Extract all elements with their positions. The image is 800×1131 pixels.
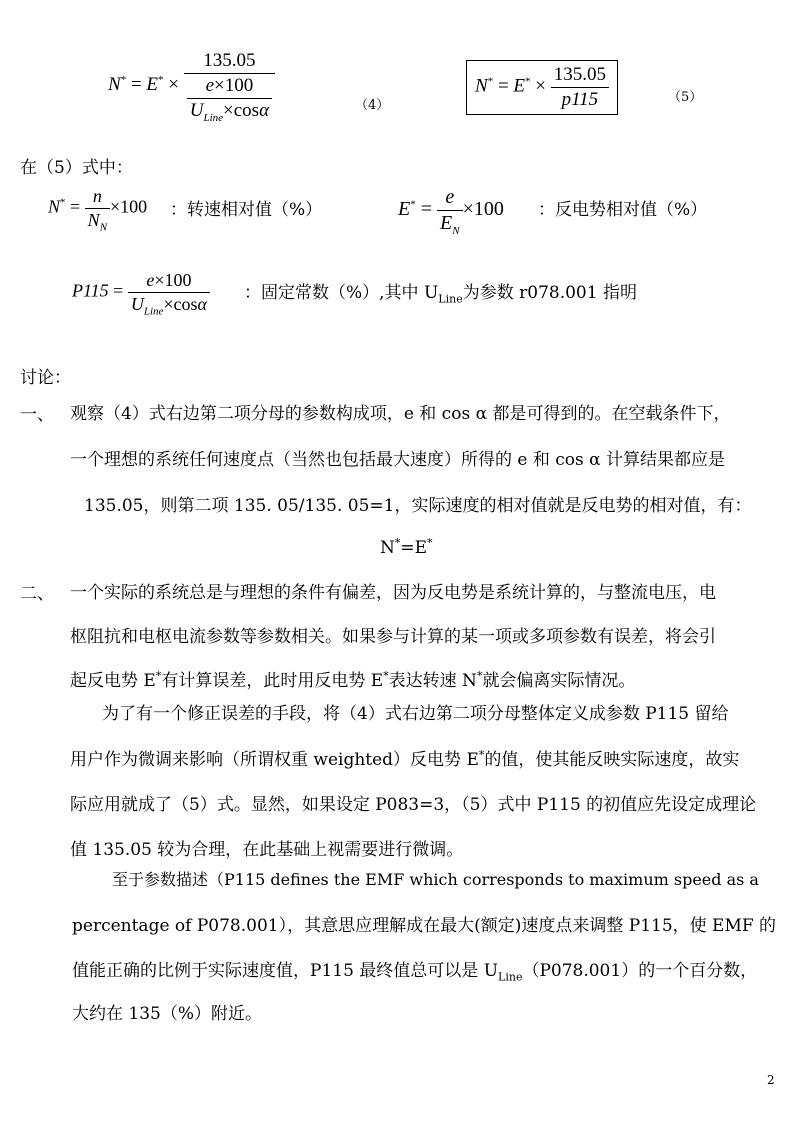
eq4-number: （4） [355,98,390,113]
def-p115-desc: ：固定常数（%）,其中 $U_{Line}$为参数 r078.001 指明 [244,283,637,306]
para1-line4: 值 135.05 较为合理，在此基础上视需要进行微调。 [70,840,464,860]
para1-line2: 用户作为微调来影响（所谓权重 weighted）反电势 E*的值，使其能反映实际速度，故实 [70,748,740,770]
para2-line2: percentage of P078.001），其意思应理解成在最大(额定)速度点来调整 P115，使 EMF 的 [72,916,777,936]
eq4-outer-fraction: $\frac{135.05}{\frac{e\times 100}{U_{Line}\times\cos\alpha}}$ [184,50,275,122]
intro-text: 在（5）式中： [20,158,133,178]
para2-line3: 值能正确的比例于实际速度值，P115 最终值总可以是 $U_{Line}(P078.001)$的一个百分数， [72,961,758,984]
item2-line2: 枢阻抗和电枢电流参数等参数相关。如果参与计算的某一项或多项参数有误差，将会引 [70,627,716,647]
item1-line2: 一个理想的系统任何速度点（当然也包括最大速度）所得的 e 和 cos α 计算结果都应是 [70,450,726,470]
equation-4: N* = E* × $\frac{135.05}{\frac{e\times 100}{U_{Line}\times\cos\alpha}}$ [108,50,275,122]
eq5-number: （5） [668,90,703,105]
item2-line1: 一个实际的系统总是与理想的条件有偏差，因为反电势是系统计算的，与整流电压，电 [70,583,716,603]
def-e-desc: ：反电势相对值（%） [538,200,708,220]
item2-marker: 二、 [20,584,54,604]
item1-marker: 一、 [20,405,54,425]
item1-equation: N*=E* [380,536,433,558]
discussion-heading: 讨论： [20,368,71,388]
eq4-lhs: N [108,74,121,96]
def-e-formula: E* = $\frac{e}{E_N}$ ×100 [398,186,504,237]
page-number: 2 [767,1073,775,1087]
equation-5-box: N* = E* × $\frac{135.05}{p115}$ [466,60,618,115]
def-p115-formula: P115 = $\frac{e\times 100}{U_{Line}\times\cos\alpha}$ [72,270,210,314]
para2-line1: 至于参数描述（P115 defines the EMF which corresponds to maximum speed as a [112,870,759,889]
para2-line4: 大约在 135（%）附近。 [72,1004,263,1024]
def-n-formula: N* = $\frac{n}{N_N}$ ×100 [48,186,148,234]
item2-line3: 起反电势 E*有计算误差，此时用反电势 E*表达转速 N*就会偏离实际情况。 [70,669,636,691]
item1-line1: 观察（4）式右边第二项分母的参数构成项，e 和 cos α 都是可得到的。在空载条件下， [70,404,731,424]
para1-line3: 际应用就成了（5）式。显然，如果设定 P083=3，（5）式中 P115 的初值应先设定成理论 [70,795,757,815]
item1-line3: 135.05，则第二项 135. 05/135. 05=1，实际速度的相对值就是反电势的相对值，有： [84,496,752,516]
para1-line1: 为了有一个修正误差的手段，将（4）式右边第二项分母整体定义成参数 P115 留给 [102,704,729,724]
eq4-inner-fraction: $\frac{e\times 100}{U_{Line}\times\cos\alpha}$ [184,75,275,122]
def-n-desc: ：转速相对值（%） [170,200,323,220]
